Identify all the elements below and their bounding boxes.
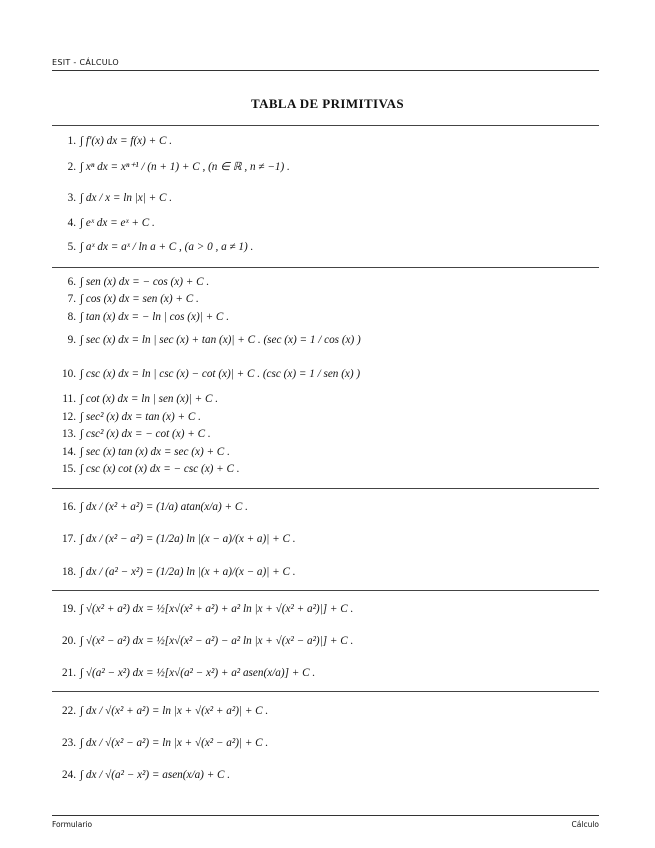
formula-3: 3. ∫ dx / x = ln |x| + C . xyxy=(67,192,173,204)
section-divider xyxy=(52,125,599,126)
page-title: TABLA DE PRIMITIVAS xyxy=(250,96,405,111)
formula-20: 20. ∫ √(x² − a²) dx = ½[x√(x² − a²) − a² ln |x + √(x² − a²)|] + C . xyxy=(62,635,354,647)
section-divider xyxy=(52,691,599,692)
formula-23: 23. ∫ dx / √(x² − a²) = ln |x + √(x² − a²)| + C . xyxy=(62,737,269,749)
formula-8: 8. ∫ tan (x) dx = − ln | cos (x)| + C . xyxy=(67,311,229,323)
running-header: ESIT - CÁLCULO xyxy=(52,58,119,67)
formula-22: 22. ∫ dx / √(x² + a²) = ln |x + √(x² + a²)| + C . xyxy=(62,705,269,717)
header-rule xyxy=(52,70,599,71)
section-divider xyxy=(52,590,599,591)
formula-2: 2. ∫ xⁿ dx = xⁿ⁺¹ / (n + 1) + C , (n ∈ ℝ , n ≠ −1) . xyxy=(67,161,290,173)
formula-9: 9. ∫ sec (x) dx = ln | sec (x) + tan (x)| + C . (sec (x) = 1 / cos (x) ) xyxy=(67,334,361,346)
formula-5: 5. ∫ aˣ dx = aˣ / ln a + C , (a > 0 , a ≠ 1) . xyxy=(67,241,254,253)
formula-7: 7. ∫ cos (x) dx = sen (x) + C . xyxy=(67,293,199,305)
formula-1: 1. ∫ f′(x) dx = f(x) + C . xyxy=(67,135,173,147)
formula-10: 10. ∫ csc (x) dx = ln | csc (x) − cot (x)| + C . (csc (x) = 1 / sen (x) ) xyxy=(62,368,361,380)
formula-12: 12. ∫ sec² (x) dx = tan (x) + C . xyxy=(62,411,201,423)
formula-17: 17. ∫ dx / (x² − a²) = (1/2a) ln |(x − a)/(x + a)| + C . xyxy=(62,533,296,545)
footer-left: Formulario xyxy=(52,820,93,829)
formula-6: 6. ∫ sen (x) dx = − cos (x) + C . xyxy=(67,276,210,288)
footer-right: Cálculo xyxy=(571,820,599,829)
formula-15: 15. ∫ csc (x) cot (x) dx = − csc (x) + C . xyxy=(62,463,240,475)
formula-24: 24. ∫ dx / √(a² − x²) = asen(x/a) + C . xyxy=(62,769,231,781)
formula-19: 19. ∫ √(x² + a²) dx = ½[x√(x² + a²) + a² ln |x + √(x² + a²)|] + C . xyxy=(62,603,354,615)
formula-16: 16. ∫ dx / (x² + a²) = (1/a) atan(x/a) + C . xyxy=(62,501,248,513)
section-divider xyxy=(52,488,599,489)
formula-13: 13. ∫ csc² (x) dx = − cot (x) + C . xyxy=(62,428,211,440)
section-divider xyxy=(52,267,599,268)
formula-18: 18. ∫ dx / (a² − x²) = (1/2a) ln |(x + a)/(x − a)| + C . xyxy=(62,566,296,578)
formula-14: 14. ∫ sec (x) tan (x) dx = sec (x) + C . xyxy=(62,446,230,458)
formula-4: 4. ∫ eˣ dx = eˣ + C . xyxy=(67,217,155,229)
footer-rule xyxy=(52,815,599,816)
formula-11: 11. ∫ cot (x) dx = ln | sen (x)| + C . xyxy=(62,393,219,405)
formula-21: 21. ∫ √(a² − x²) dx = ½[x√(a² − x²) + a² asen(x/a)] + C . xyxy=(62,667,316,679)
